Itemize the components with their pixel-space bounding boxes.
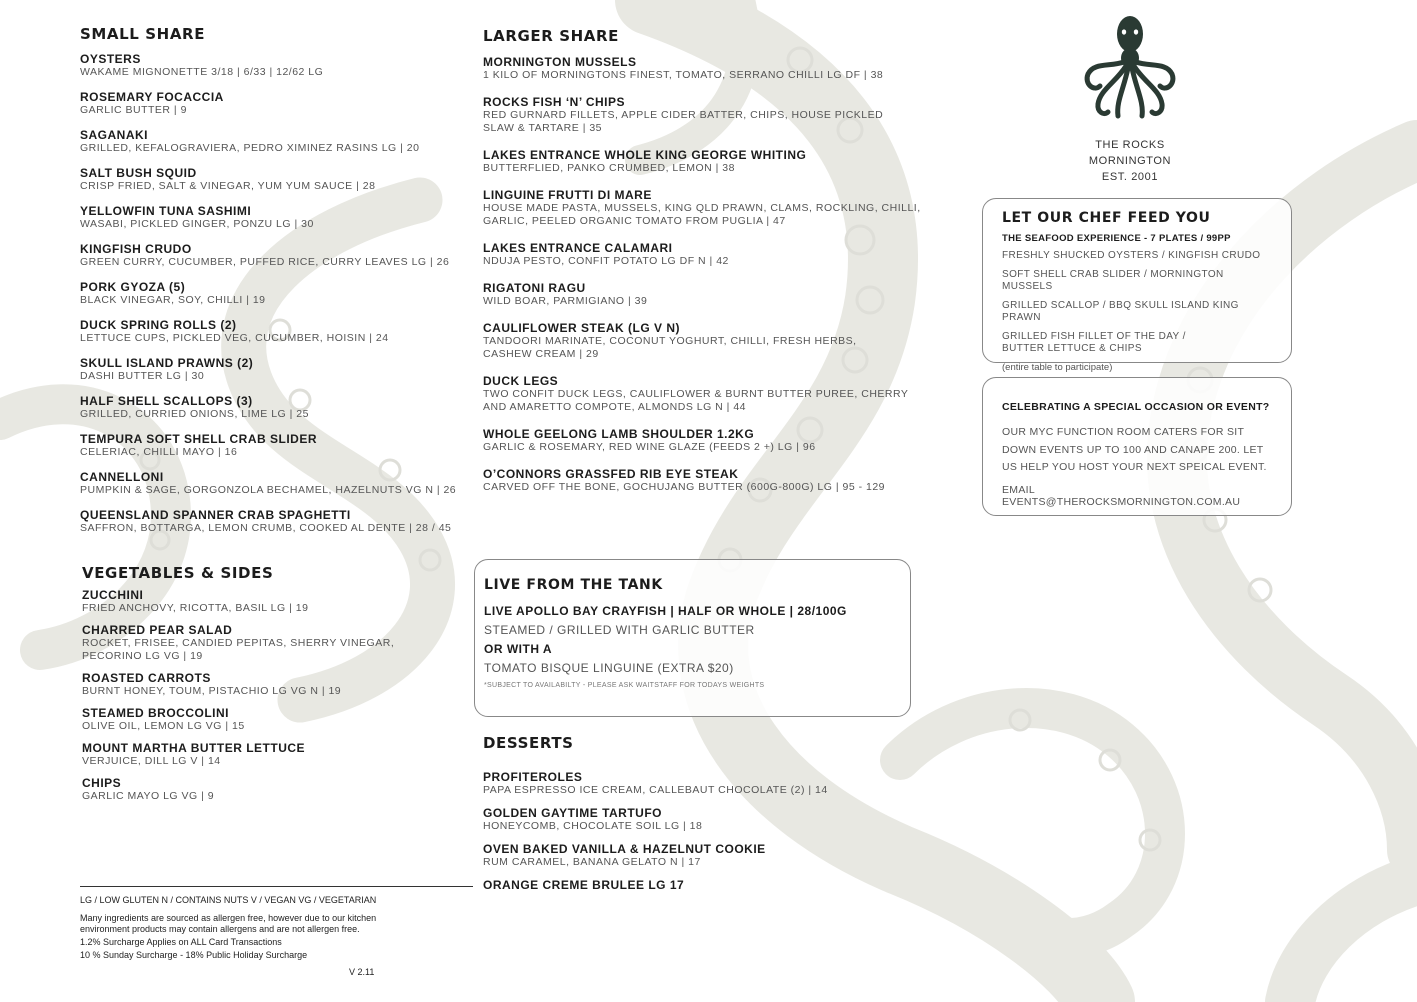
menu-item-description: 1 KILO OF MORNINGTONS FINEST, TOMATO, SERRANO CHILLI LG DF | 38	[483, 69, 884, 81]
menu-item	[82, 671, 472, 698]
menu-item	[80, 52, 470, 79]
menu-item	[80, 204, 470, 231]
tank-title: LIVE FROM THE TANK	[484, 577, 663, 593]
menu-item-description: SAFFRON, BOTTARGA, LEMON CRUMB, COOKED AL DENTE | 28 / 45	[80, 522, 452, 534]
menu-item-description: NDUJA PESTO, CONFIT POTATO LG DF N | 42	[483, 255, 729, 267]
larger-share-section	[483, 27, 923, 507]
menu-item	[80, 470, 470, 497]
menu-item	[483, 188, 923, 228]
menu-item-name: SALT BUSH SQUID	[80, 166, 197, 180]
menu-item-description: RED GURNARD FILLETS, APPLE CIDER BATTER, CHIPS, HOUSE PICKLED SLAW & TARTARE | 35	[483, 109, 884, 134]
menu-item-description: HONEYCOMB, CHOCOLATE SOIL LG | 18	[483, 820, 703, 832]
menu-item-name: PORK GYOZA (5)	[80, 280, 186, 294]
menu-item	[483, 55, 923, 82]
menu-item-name: SAGANAKI	[80, 128, 149, 142]
allergen-note: Many ingredients are sourced as allergen free, however due to our kitchen environment products may contain allergens and are not allergen free.	[80, 913, 377, 934]
menu-item-name: LAKES ENTRANCE CALAMARI	[483, 241, 673, 255]
events-email[interactable]: EMAIL EVENTS@THEROCKSMORNINGTON.COM.AU	[1002, 483, 1241, 508]
crayfish-prep: STEAMED / GRILLED WITH GARLIC BUTTER	[484, 623, 755, 637]
menu-item-name: SKULL ISLAND PRAWNS (2)	[80, 356, 254, 370]
chef-subtitle: THE SEAFOOD EXPERIENCE - 7 PLATES / 99PP	[1002, 233, 1231, 244]
menu-item-description: RUM CARAMEL, BANANA GELATO N | 17	[483, 856, 701, 868]
menu-item-description: PAPA ESPRESSO ICE CREAM, CALLEBAUT CHOCOLATE (2) | 14	[483, 784, 828, 796]
menu-item-description: WILD BOAR, PARMIGIANO | 39	[483, 295, 648, 307]
menu-item	[483, 842, 903, 869]
menu-item-description: LETTUCE CUPS, PICKLED VEG, CUCUMBER, HOISIN | 24	[80, 332, 389, 344]
menu-item	[80, 318, 470, 345]
menu-item-name: KINGFISH CRUDO	[80, 242, 192, 256]
menu-item-name: ZUCCHINI	[82, 588, 144, 602]
menu-item-description: ROCKET, FRISEE, CANDIED PEPITAS, SHERRY VINEGAR, PECORINO LG VG | 19	[82, 637, 395, 662]
menu-item	[483, 806, 903, 833]
menu-item	[483, 770, 903, 797]
chef-feed-box	[982, 198, 1292, 373]
menu-item	[80, 508, 470, 535]
menu-item-name: ROSEMARY FOCACCIA	[80, 90, 224, 104]
larger-share-list	[483, 55, 923, 494]
menu-item-name: CANNELLONI	[80, 470, 164, 484]
menu-item-name: ROASTED CARROTS	[82, 671, 211, 685]
section-title: VEGETABLES & SIDES	[82, 564, 274, 582]
menu-item-name: QUEENSLAND SPANNER CRAB SPAGHETTI	[80, 508, 351, 522]
menu-item-name: YELLOWFIN TUNA SASHIMI	[80, 204, 252, 218]
desserts-list	[483, 770, 903, 892]
menu-item-name: PROFITEROLES	[483, 770, 583, 784]
menu-item-description: VERJUICE, DILL LG V | 14	[82, 755, 221, 767]
chef-course: GRILLED FISH FILLET OF THE DAY / BUTTER LETTUCE & CHIPS	[1002, 331, 1186, 354]
menu-item	[80, 128, 470, 155]
menu-item	[82, 706, 472, 733]
footer	[80, 895, 380, 961]
events-title: CELEBRATING A SPECIAL OCCASION OR EVENT?	[1002, 401, 1270, 413]
menu-item	[80, 242, 470, 269]
menu-item-description: PUMPKIN & SAGE, GORGONZOLA BECHAMEL, HAZELNUTS VG N | 26	[80, 484, 457, 496]
menu-item-description: GREEN CURRY, CUCUMBER, PUFFED RICE, CURRY LEAVES LG | 26	[80, 256, 450, 268]
menu-item-description: GARLIC MAYO LG VG | 9	[82, 790, 215, 802]
menu-item-description: WASABI, PICKLED GINGER, PONZU LG | 30	[80, 218, 314, 230]
menu-item-description: HOUSE MADE PASTA, MUSSELS, KING QLD PRAWN, CLAMS, ROCKLING, CHILLI, GARLIC, PEELED ORGANIC TOMATO FROM PUGLIA | 47	[483, 202, 921, 227]
menu-item-name: CAULIFLOWER STEAK (LG V N)	[483, 321, 680, 335]
card-surcharge: 1.2% Surcharge Applies on ALL Card Transactions	[80, 937, 282, 947]
menu-item	[483, 374, 923, 414]
menu-item-name: GOLDEN GAYTIME TARTUFO	[483, 806, 662, 820]
menu-item	[483, 321, 923, 361]
chef-course: GRILLED SCALLOP / BBQ SKULL ISLAND KING PRAWN	[1002, 300, 1239, 323]
established-year: EST. 2001	[1101, 171, 1159, 183]
menu-item-name: TEMPURA SOFT SHELL CRAB SLIDER	[80, 432, 318, 446]
vegetables-sides-section	[82, 564, 472, 811]
menu-item-description: GRILLED, KEFALOGRAVIERA, PEDRO XIMINEZ RASINS LG | 20	[80, 142, 420, 154]
menu-item	[82, 776, 472, 803]
crayfish-linguine: TOMATO BISQUE LINGUINE (EXTRA $20)	[484, 661, 734, 675]
menu-item-name: RIGATONI RAGU	[483, 281, 586, 295]
menu-item-description: CARVED OFF THE BONE, GOCHUJANG BUTTER (600G-800G) LG | 95 - 129	[483, 481, 886, 493]
menu-item-name: ROCKS FISH ‘N’ CHIPS	[483, 95, 626, 109]
menu-item-name: ORANGE CREME BRULEE LG 17	[483, 878, 685, 892]
menu-item-description: CELERIAC, CHILLI MAYO | 16	[80, 446, 238, 458]
availability-note: *SUBJECT TO AVAILABILTY - PLEASE ASK WAITSTAFF FOR TODAYS WEIGHTS	[484, 682, 765, 689]
menu-item-name: O’CONNORS GRASSFED RIB EYE STEAK	[483, 467, 739, 481]
menu-item	[483, 241, 923, 268]
holiday-surcharge: 10 % Sunday Surcharge - 18% Public Holiday Surcharge	[80, 950, 308, 960]
menu-item-description: BLACK VINEGAR, SOY, CHILLI | 19	[80, 294, 266, 306]
dietary-legend: LG / LOW GLUTEN N / CONTAINS NUTS V / VEGAN VG / VEGETARIAN	[80, 895, 377, 905]
menu-item	[483, 467, 923, 494]
section-title: SMALL SHARE	[80, 25, 206, 43]
version-number: V 2.11	[349, 967, 375, 977]
menu-item-description: CRISP FRIED, SALT & VINEGAR, YUM YUM SAUCE | 28	[80, 180, 376, 192]
menu-item	[80, 394, 470, 421]
menu-item-description: GRILLED, CURRIED ONIONS, LIME LG | 25	[80, 408, 309, 420]
menu-item-name: LAKES ENTRANCE WHOLE KING GEORGE WHITING	[483, 148, 807, 162]
menu-item	[483, 878, 903, 892]
menu-item-description: WAKAME MIGNONETTE 3/18 | 6/33 | 12/62 LG	[80, 66, 324, 78]
desserts-section	[483, 734, 903, 901]
crayfish-or: OR WITH A	[484, 642, 553, 656]
menu-item	[483, 148, 923, 175]
small-share-section	[80, 25, 470, 546]
menu-item-description: TWO CONFIT DUCK LEGS, CAULIFLOWER & BURNT BUTTER PUREE, CHERRY AND AMARETTO COMPOTE, ALMONDS LG N | 44	[483, 388, 909, 413]
menu-item	[82, 623, 472, 663]
menu-item-name: MORNINGTON MUSSELS	[483, 55, 637, 69]
octopus-icon	[1080, 12, 1180, 127]
menu-item	[82, 741, 472, 768]
menu-item-description: TANDOORI MARINATE, COCONUT YOGHURT, CHILLI, FRESH HERBS, CASHEW CREAM | 29	[483, 335, 857, 360]
menu-item-name: OYSTERS	[80, 52, 141, 66]
menu-item-name: WHOLE GEELONG LAMB SHOULDER 1.2KG	[483, 427, 755, 441]
menu-item	[483, 427, 923, 454]
crayfish-line: LIVE APOLLO BAY CRAYFISH | HALF OR WHOLE | 28/100G	[484, 604, 847, 618]
menu-item	[82, 588, 472, 615]
section-title: DESSERTS	[483, 734, 574, 752]
menu-item-description: FRIED ANCHOVY, RICOTTA, BASIL LG | 19	[82, 602, 309, 614]
menu-item-description: OLIVE OIL, LEMON LG VG | 15	[82, 720, 245, 732]
footer-divider	[80, 886, 473, 887]
menu-item	[80, 280, 470, 307]
events-body: OUR MYC FUNCTION ROOM CATERS FOR SIT DOWN EVENTS UP TO 100 AND CANAPE 200. LET US HELP YOU HOST YOUR NEXT SPEICAL EVENT.	[1002, 426, 1267, 473]
menu-item-name: HALF SHELL SCALLOPS (3)	[80, 394, 253, 408]
events-box	[982, 377, 1292, 516]
menu-item-name: OVEN BAKED VANILLA & HAZELNUT COOKIE	[483, 842, 766, 856]
menu-item-name: STEAMED BROCCOLINI	[82, 706, 229, 720]
menu-item-description: DASHI BUTTER LG | 30	[80, 370, 205, 382]
chef-course-list	[1002, 250, 1272, 355]
menu-item-name: CHARRED PEAR SALAD	[82, 623, 233, 637]
chef-course: SOFT SHELL CRAB SLIDER / MORNINGTON MUSSELS	[1002, 269, 1224, 292]
menu-item-name: CHIPS	[82, 776, 122, 790]
restaurant-name: THE ROCKS MORNINGTON	[1088, 139, 1172, 167]
logo-block	[1060, 12, 1200, 185]
menu-item	[80, 432, 470, 459]
menu-item-description: BUTTERFLIED, PANKO CRUMBED, LEMON | 38	[483, 162, 735, 174]
menu-item	[80, 356, 470, 383]
menu-item-name: DUCK LEGS	[483, 374, 559, 388]
menu-item-name: LINGUINE FRUTTI DI MARE	[483, 188, 652, 202]
menu-item	[80, 166, 470, 193]
menu-item	[483, 95, 923, 135]
menu-item-description: GARLIC & ROSEMARY, RED WINE GLAZE (FEEDS 2 +) LG | 96	[483, 441, 816, 453]
menu-item-description: GARLIC BUTTER | 9	[80, 104, 187, 116]
chef-note: (entire table to participate)	[1002, 362, 1113, 373]
menu-item-description: BURNT HONEY, TOUM, PISTACHIO LG VG N | 19	[82, 685, 342, 697]
live-tank-box	[474, 559, 911, 717]
section-title: LARGER SHARE	[483, 27, 620, 45]
menu-item-name: DUCK SPRING ROLLS (2)	[80, 318, 237, 332]
menu-item	[80, 90, 470, 117]
vegetables-list	[82, 588, 472, 803]
chef-title: LET OUR CHEF FEED YOU	[1002, 210, 1211, 226]
menu-item	[483, 281, 923, 308]
small-share-list	[80, 52, 470, 535]
menu-item-name: MOUNT MARTHA BUTTER LETTUCE	[82, 741, 306, 755]
chef-course: FRESHLY SHUCKED OYSTERS / KINGFISH CRUDO	[1002, 250, 1261, 261]
